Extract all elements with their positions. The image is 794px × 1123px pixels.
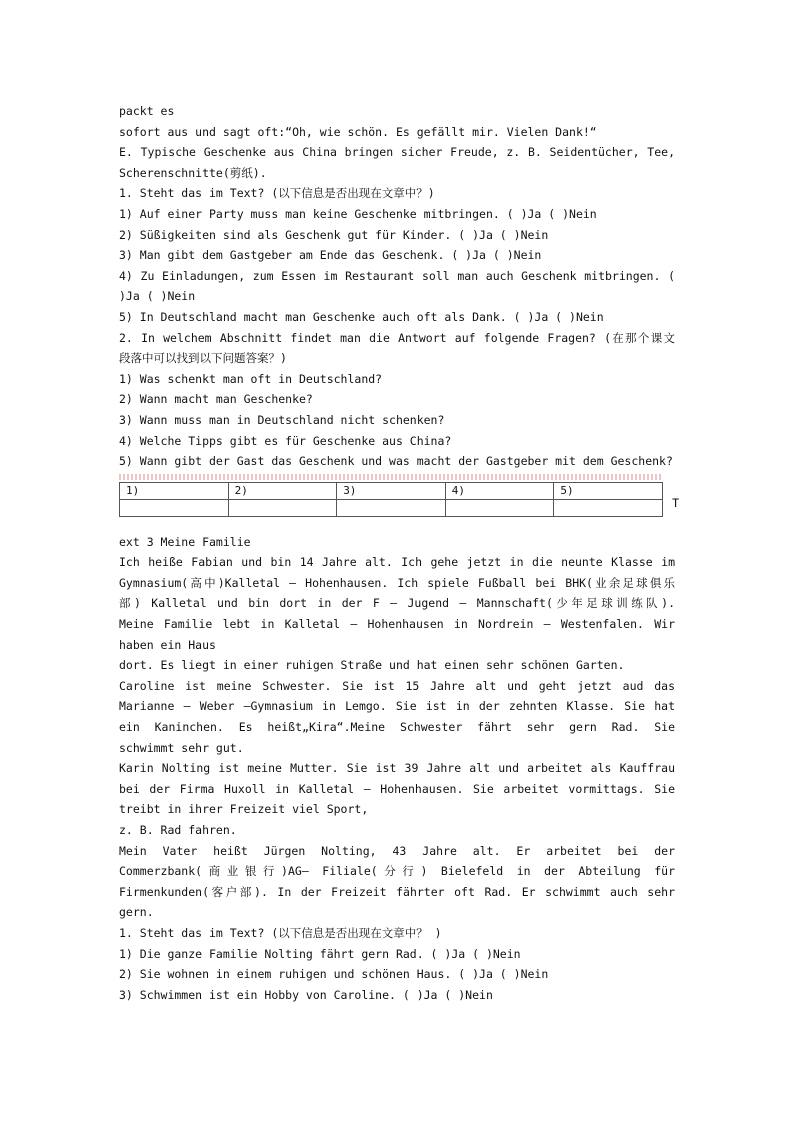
text-line: packt es [119, 104, 175, 118]
answer-table [119, 482, 663, 517]
text-line: )Ja ( )Nein [119, 289, 196, 304]
text-line: Meine Familie lebt in Kalletal – Hohenhausen in Nordrein – Westenfalen. Wir [119, 617, 675, 632]
answer-blank-5[interactable] [554, 499, 663, 516]
answer-cell-2[interactable]: 2) [228, 482, 337, 499]
section-geschenke [119, 101, 675, 472]
text-line: 3) Man gibt dem Gastgeber am Ende das Geschenk. ( )Ja ( )Nein [119, 248, 542, 263]
text-line: 2) Süßigkeiten sind als Geschenk gut für Kinder. ( )Ja ( )Nein [119, 227, 549, 242]
answer-blank-1[interactable] [120, 499, 229, 516]
text-line: bei der Firma Huxoll in Kalletal – Hohenhausen. Sie arbeitet vormittags. Sie [119, 781, 675, 796]
text-line: Ich heiße Fabian und bin 14 Jahre alt. Ich gehe jetzt in die neunte Klasse im [119, 555, 675, 570]
answer-table-row [120, 482, 663, 499]
answer-blank-4[interactable] [445, 499, 554, 516]
text-line: 5) In Deutschland macht man Geschenke auch oft als Dank. ( )Ja ( )Nein [119, 309, 604, 324]
text-line: 2. In welchem Abschnitt findet man die Antwort auf folgende Fragen? (在那个课文 [119, 330, 675, 345]
text-line: 1. Steht das im Text? (以下信息是否出现在文章中？ ) [119, 925, 442, 940]
text-line: Karin Nolting ist meine Mutter. Sie ist 39 Jahre alt und arbeitet als Kauffrau [119, 761, 675, 776]
text-line: Marianne – Weber –Gymnasium in Lemgo. Sie ist in der zehnten Klasse. Sie hat [119, 699, 675, 714]
text-line: 3) Schwimmen ist ein Hobby von Caroline. ( )Ja ( )Nein [119, 987, 493, 1002]
answer-cell-5[interactable]: 5) [554, 482, 663, 499]
text-line: 部) Kalletal und bin dort in der F – Jugend – Mannschaft(少年足球训练队). [119, 596, 675, 611]
text-line: 2) Sie wohnen in einem ruhigen und schönen Haus. ( )Ja ( )Nein [119, 967, 549, 982]
text-line: 5) Wann gibt der Gast das Geschenk und was macht der Gastgeber mit dem Geschenk? [119, 454, 673, 469]
text-line: Gymnasium(高中)Kalletal – Hohenhausen. Ich spiele Fußball bei BHK(业余足球俱乐 [119, 575, 675, 590]
text-column [119, 101, 679, 1005]
text-line: Scherenschnitte(剪纸). [119, 165, 267, 180]
spellcheck-underline [119, 474, 663, 480]
text-line: E. Typische Geschenke aus China bringen sicher Freude, z. B. Seidentücher, Tee, [119, 145, 675, 160]
text-line: 3) Wann muss man in Deutschland nicht schenken? [119, 412, 445, 427]
text-line: ein Kaninchen. Es heißt„Kira“.Meine Schwester fährt sehr gern Rad. Sie [119, 720, 675, 735]
text-line: 4) Zu Einladungen, zum Essen im Restaurant soll man auch Geschenk mitbringen. ( [119, 268, 675, 283]
text-line: z. B. Rad fahren. [119, 823, 237, 837]
text-line: schwimmt sehr gut. [119, 740, 244, 755]
trailing-text-mark: T [672, 495, 679, 510]
answer-cell-3[interactable]: 3) [337, 482, 446, 499]
answer-table-row [120, 499, 663, 516]
text-line: Mein Vater heißt Jürgen Nolting, 43 Jahre alt. Er arbeitet bei der [119, 843, 675, 858]
answer-blank-3[interactable] [337, 499, 446, 516]
text-line: 1) Die ganze Familie Nolting fährt gern Rad. ( )Ja ( )Nein [119, 946, 521, 961]
text-line: 1) Auf einer Party muss man keine Geschenke mitbringen. ( )Ja ( )Nein [119, 206, 597, 221]
text-line: dort. Es liegt in einer ruhigen Straße und hat einen sehr schönen Garten. [119, 658, 625, 673]
text-line: gern. [119, 905, 154, 920]
section-meine-familie [119, 532, 675, 1006]
text-line: 段落中可以找到以下问题答案？) [119, 351, 287, 366]
text-line: ext 3 Meine Familie [119, 534, 251, 549]
text-line: 1. Steht das im Text? (以下信息是否出现在文章中？) [119, 186, 435, 201]
answer-cell-1[interactable]: 1) [120, 482, 229, 499]
answer-cell-4[interactable]: 4) [445, 482, 554, 499]
answer-table-block [119, 472, 679, 532]
text-line: 2) Wann macht man Geschenke? [119, 392, 313, 407]
text-line: treibt in ihrer Freizeit viel Sport, [119, 802, 369, 817]
text-line: Commerzbank(商业银行)AG– Filiale(分行) Bielefeld in der Abteilung für [119, 864, 675, 879]
text-line: Firmenkunden(客户部). In der Freizeit fährter oft Rad. Er schwimmt auch sehr [119, 884, 675, 899]
text-line: 4) Welche Tipps gibt es für Geschenke aus China? [119, 433, 452, 448]
answer-blank-2[interactable] [228, 499, 337, 516]
text-line: 1) Was schenkt man oft in Deutschland? [119, 371, 383, 386]
text-line: sofort aus und sagt oft:“Oh, wie schön. Es gefällt mir. Vielen Dank!“ [119, 124, 597, 139]
text-line: Caroline ist meine Schwester. Sie ist 15 Jahre alt und geht jetzt aud das [119, 678, 675, 693]
text-line: haben ein Haus [119, 637, 216, 652]
